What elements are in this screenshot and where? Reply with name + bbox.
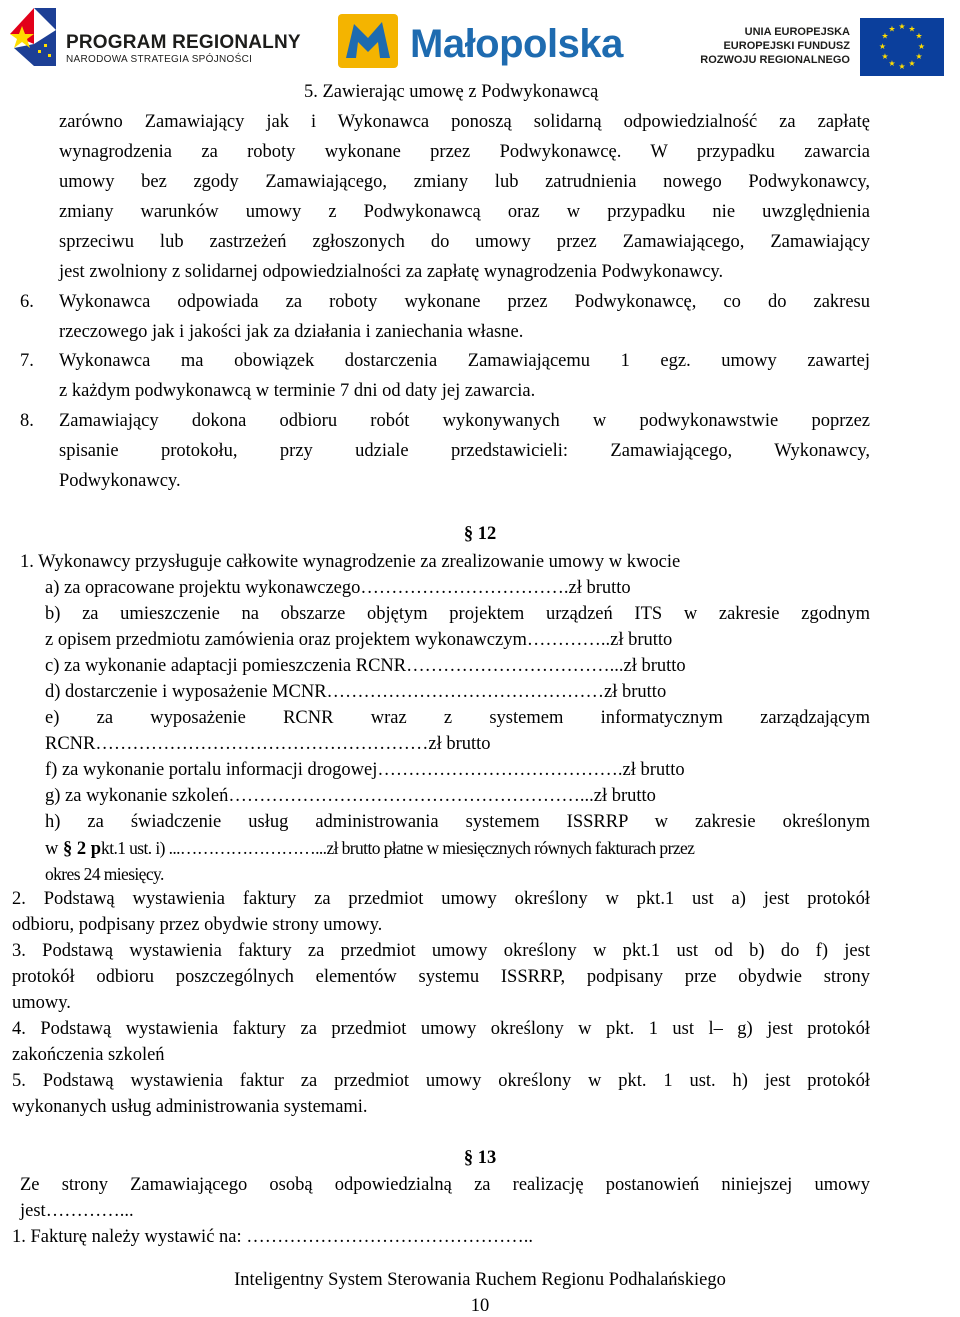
s13-line-3: 1. Fakturę należy wystawić na: ……………………………………….. [12,1227,534,1247]
svg-text:★: ★ [908,59,916,68]
item-6-line-2: rzeczowego jak i jakości jak za działania i zaniechania własne. [59,322,524,342]
item-6-number: 6. [20,292,34,312]
item-7-line-2: z każdym podwykonawcą w terminie 7 dni od daty jej zawarcia. [59,381,536,401]
svg-text:★: ★ [888,59,896,68]
footer-title: Inteligentny System Sterowania Ruchem Regionu Podhalańskiego [234,1270,726,1290]
s12-item-e-line-2: RCNR………………………………………………zł brutto [45,734,491,754]
item-8-line-1: Zamawiający dokona odbioru robót wykonywanych w podwykonawstwie poprzez [59,411,870,431]
item-5-line-4: zmiany warunków umowy z Podwykonawcą oraz w przypadku nie uwzględnienia [59,202,870,222]
s12-para-3-line-3: umowy. [12,993,71,1013]
s12-item-h-line-1: h) za świadczenie usług administrowania systemem ISSRRP w zakresie określonym [45,812,870,832]
item-5-line-3: umowy bez zgody Zamawiającego, zmiany lub zatrudnienia nowego Podwykonawcy, [59,172,870,192]
s13-line-2: jest…………... [20,1201,134,1221]
eu-logo [700,14,956,76]
program-regionalny-emblem-icon [4,4,62,74]
item-5-heading: 5. Zawierając umowę z Podwykonawcą [304,82,599,102]
s12-item-d: d) dostarczenie i wyposażenie MCNR………………………………………zł brutto [45,682,667,702]
s12-para-2-line-2: odbioru, podpisany przez obydwie strony umowy. [12,915,383,935]
svg-text:★: ★ [898,22,906,31]
s12-item-h-line-2 [45,837,694,860]
s12-item-e-line-1: e) za wyposażenie RCNR wraz z systemem informatycznym zarządzającym [45,708,870,728]
item-8-line-3: Podwykonawcy. [59,471,181,491]
section-13-heading: § 13 [463,1148,497,1168]
s12-para-5-line-2: wykonanych usług administrowania systemami. [12,1097,368,1117]
page-header [0,0,960,80]
malopolska-emblem-icon [336,8,402,72]
eu-line-1: UNIA EUROPEJSKA [744,26,850,38]
item-5-line-1: zarówno Zamawiający jak i Wykonawca ponoszą solidarną odpowiedzialność za zapłatę [59,112,870,132]
s12-item-a: a) za opracowane projektu wykonawczego…………………………….zł brutto [45,578,631,598]
program-regionalny-title: PROGRAM REGIONALNY [66,32,301,53]
s13-line-1: Ze strony Zamawiającego osobą odpowiedzialną za realizację postanowień niniejszej umowy [20,1175,870,1195]
s12-h2-start: w [45,839,63,859]
s12-item-1: 1. Wykonawcy przysługuje całkowite wynagrodzenie za zrealizowanie umowy w kwocie [20,552,681,572]
svg-text:★: ★ [881,31,889,41]
s12-h2-paragraph-ref: § 2 p [63,839,102,859]
svg-text:★: ★ [881,52,889,61]
s12-para-2-line-1: 2. Podstawą wystawienia faktury za przedmiot umowy określony w pkt.1 ust a) jest protokół [12,889,870,909]
page-number: 10 [470,1296,490,1316]
item-8-line-2: spisanie protokołu, przy udziale przedstawicieli: Zamawiającego, Wykonawcy, [59,441,870,461]
item-6-line-1: Wykonawca odpowiada za roboty wykonane przez Podwykonawcę, co do zakresu [59,292,870,312]
s12-para-5-line-1: 5. Podstawą wystawienia faktur za przedmiot umowy określony w pkt. 1 ust. h) jest protokół [12,1071,870,1091]
eu-line-2: EUROPEJSKI FUNDUSZ [723,40,850,52]
program-regionalny-logo [4,4,304,76]
svg-text:★: ★ [915,31,923,41]
malopolska-title: Małopolska [410,22,623,66]
svg-text:★: ★ [878,42,887,51]
program-regionalny-subtitle: NARODOWA STRATEGIA SPÓJNOŚCI [66,54,253,65]
item-5-line-5: sprzeciwu lub zastrzeżeń zgłoszonych do umowy przez Zamawiającego, Zamawiający [59,232,870,252]
item-7-line-1: Wykonawca ma obowiązek dostarczenia Zamawiającemu 1 egz. umowy zawartej [59,351,870,371]
malopolska-logo [336,8,636,74]
item-5-line-6: jest zwolniony z solidarnej odpowiedzialności za zapłatę wynagrodzenia Podwykonawcy. [59,262,724,282]
s12-para-3-line-1: 3. Podstawą wystawienia faktury za przedmiot umowy określony w pkt.1 ust od b) do f) jest [12,941,870,961]
svg-text:★: ★ [915,52,923,61]
s12-item-b-line-1: b) za umieszczenie na obszarze objętym projektem urządzeń ITS w zakresie zgodnym [45,604,870,624]
svg-text:★: ★ [917,42,926,51]
s12-para-4-line-2: zakończenia szkoleń [12,1045,165,1065]
item-8-number: 8. [20,411,34,431]
svg-text:★: ★ [888,24,896,34]
s12-item-b-line-2: z opisem przedmiotu zamówienia oraz projektem wykonawczym…………..zł brutto [45,630,673,650]
item-7-number: 7. [20,351,34,371]
s12-item-g: g) za wykonanie szkoleń…………………………………………………...zł brutto [45,786,656,806]
svg-text:★: ★ [898,62,906,71]
s12-item-c: c) za wykonanie adaptacji pomieszczenia RCNR……………………………...zł brutto [45,656,686,676]
s12-para-3-line-2: protokół odbioru poszczególnych elementów systemu ISSRRP, podpisany prze obydwie strony [12,967,870,987]
svg-text:★: ★ [908,24,916,34]
item-5-line-2: wynagrodzenia za roboty wykonane przez Podwykonawcę. W przypadku zawarcia [59,142,870,162]
eu-flag-icon [860,18,944,76]
s12-item-f: f) za wykonanie portalu informacji drogowej………………………………….zł brutto [45,760,685,780]
s12-item-h-line-3: okres 24 miesięcy. [45,864,164,884]
section-12-heading: § 12 [463,524,497,544]
s12-h2-rest: kt.1 ust. i) ...……………………...zł brutto płatne w miesięcznych równych fakturach przez [101,838,695,858]
s12-para-4-line-1: 4. Podstawą wystawienia faktury za przedmiot umowy określony w pkt. 1 ust l– g) jest protokół [12,1019,870,1039]
eu-line-3: ROZWOJU REGIONALNEGO [700,54,850,66]
